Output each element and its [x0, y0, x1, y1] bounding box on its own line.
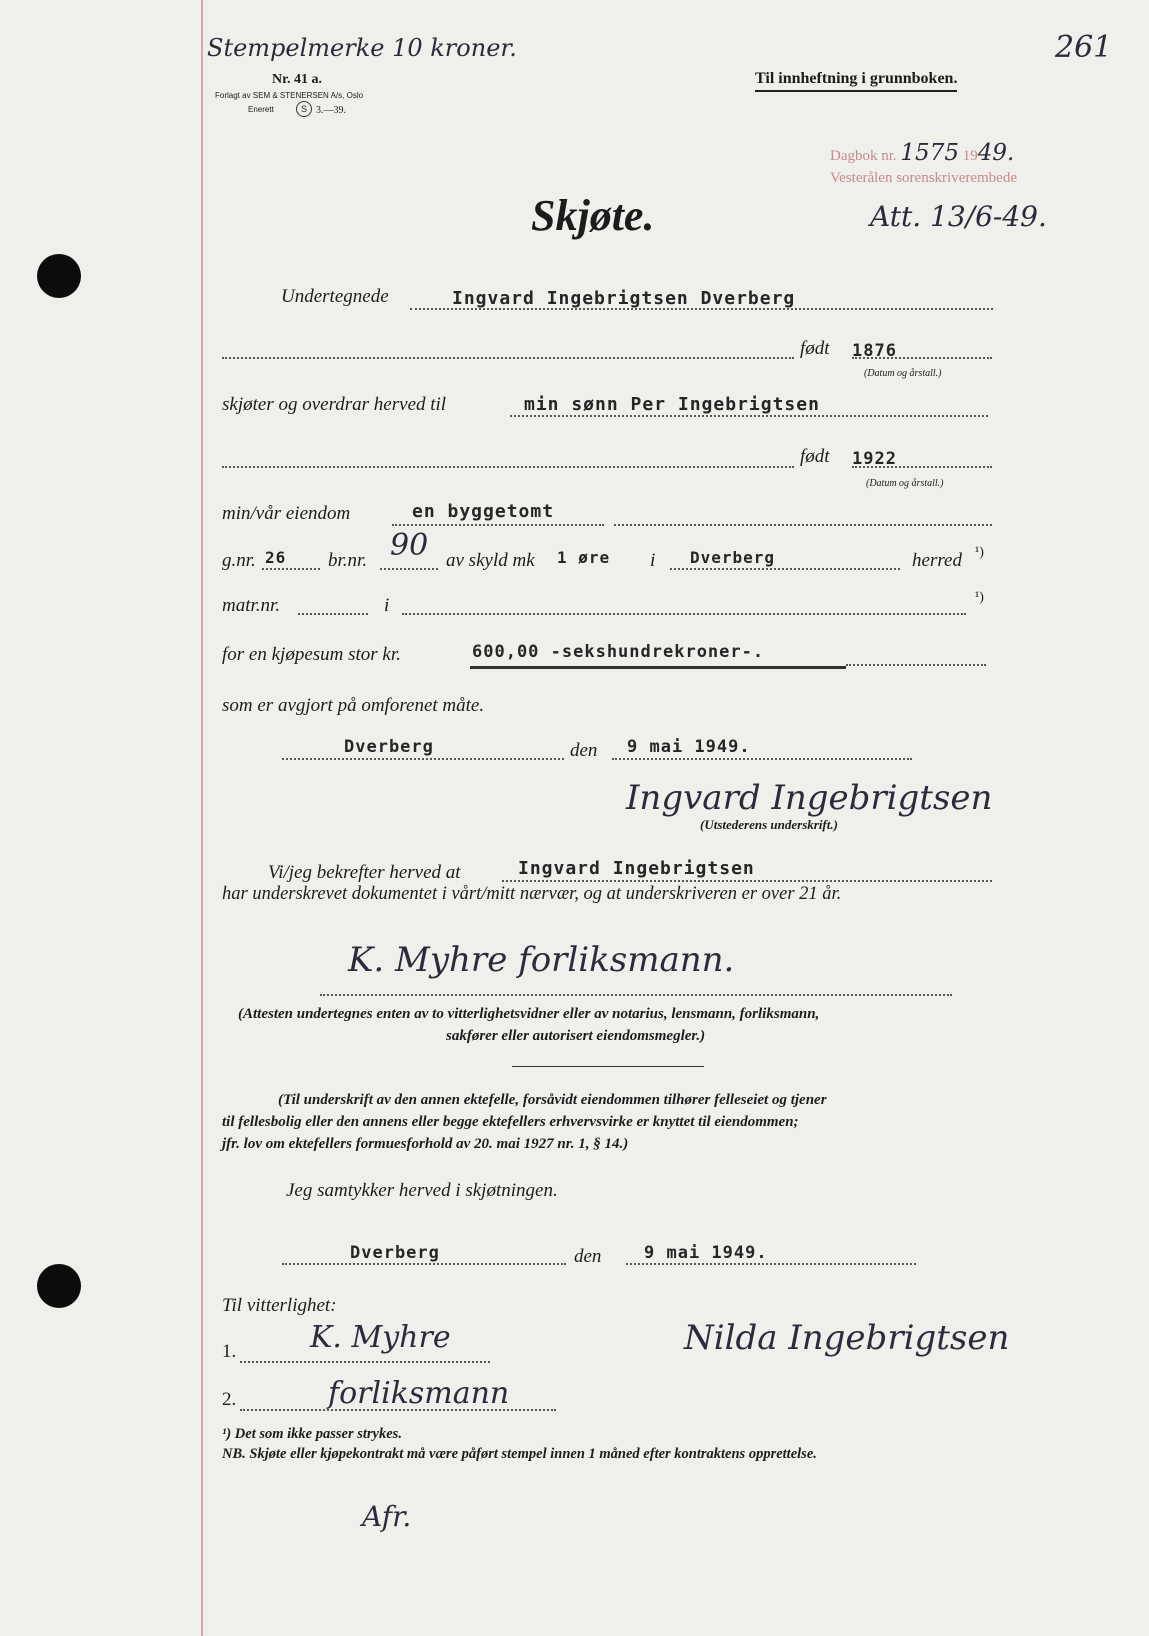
spouse-consent: Jeg samtykker herved i skjøtningen. — [286, 1180, 558, 1201]
grantor-born-hint: (Datum og årstall.) — [864, 368, 942, 379]
price-underline — [470, 666, 846, 669]
spouse-note-2: til fellesbolig eller den annens eller begge ektefellers erhvervsvirke er knyttet til eiendommen; — [222, 1114, 799, 1130]
brnr-line — [380, 568, 438, 570]
signing-date: 9 mai 1949. — [627, 737, 751, 757]
dagbok-year: 49. — [977, 140, 1015, 166]
price-label: for en kjøpesum stor kr. — [222, 644, 401, 665]
stamp-value-note: Stempelmerke 10 kroner. — [207, 34, 517, 62]
price-line — [846, 664, 986, 666]
signing-place: Dverberg — [344, 737, 434, 757]
grantee-birth-year: 1922 — [852, 449, 897, 469]
document-title: Skjøte. — [531, 191, 655, 240]
grantee-label: skjøter og overdrar herved til — [222, 394, 447, 415]
property-line-b — [614, 524, 992, 526]
enerett-label: Enerett — [248, 105, 274, 114]
signing-den-label: den — [570, 740, 598, 761]
grantee-born-hint: (Datum og årstall.) — [866, 478, 944, 489]
spouse-signature: Nilda Ingebrigtsen — [684, 1318, 1010, 1358]
grantor-line-2 — [222, 357, 794, 359]
publisher-logo-icon: S — [296, 101, 312, 117]
signing-date-line — [612, 758, 912, 760]
price-amount: 600,00 -sekshundrekroner-. — [472, 642, 765, 662]
attest-statement: har underskrevet dokumentet i vårt/mitt nærvær, og at underskriveren er over 21 år. — [222, 884, 842, 904]
clerk-initials: Afr. — [362, 1500, 412, 1533]
gnr-value: 26 — [265, 548, 287, 567]
grantor-name: Ingvard Ingebrigtsen Dverberg — [452, 288, 796, 309]
matr-footnote: ¹) — [975, 590, 984, 605]
brnr-label: br.nr. — [328, 550, 368, 571]
attest-name: Ingvard Ingebrigtsen — [518, 858, 755, 879]
page-number: 261 — [1055, 30, 1113, 65]
matr-i-label: i — [384, 595, 390, 616]
edition: 3.—39. — [316, 105, 346, 116]
signing-place-line — [282, 758, 564, 760]
herred-line — [670, 568, 900, 570]
spouse-place-line — [282, 1263, 566, 1265]
form-number: Nr. 41 a. — [272, 72, 323, 87]
matrnr-label: matr.nr. — [222, 595, 281, 616]
attest-witness-signature: K. Myhre forliksmann. — [348, 940, 735, 980]
spouse-signing-date: 9 mai 1949. — [644, 1243, 768, 1263]
dagbok-stamp — [830, 140, 1014, 166]
grantor-line — [410, 308, 993, 310]
footnote: ¹) Det som ikke passer strykes. — [222, 1426, 402, 1442]
settled-note: som er avgjort på omforenet måte. — [222, 695, 485, 716]
registration-note: Att. 13/6-49. — [870, 200, 1047, 233]
dagbok-number: 1575 — [900, 140, 959, 166]
matr-line — [402, 613, 966, 615]
filing-note: Til innheftning i grunnboken. — [755, 70, 957, 92]
attest-prefix: Vi/jeg bekrefter herved at — [268, 862, 461, 883]
section-divider — [512, 1066, 704, 1067]
grantor-signature: Ingvard Ingebrigtsen — [626, 778, 993, 818]
grantor-born-label: født — [800, 338, 830, 359]
witness-1-number: 1. — [222, 1341, 237, 1362]
grantee-born-label: født — [800, 446, 830, 467]
attest-note-1: (Attesten undertegnes enten av to vitterlighetsvidner eller av notarius, lensmann, forliksmann, — [238, 1006, 820, 1022]
binding-hole-top — [37, 254, 81, 298]
grantee-born-line — [852, 466, 992, 468]
dagbok-label: Dagbok nr. — [830, 148, 897, 164]
skyld-i-label: i — [650, 550, 656, 571]
grantee-line-2 — [222, 466, 794, 468]
herred-footnote: ¹) — [975, 545, 984, 560]
court-office: Vesterålen sorenskriverembede — [830, 170, 1018, 186]
spouse-signing-place: Dverberg — [350, 1243, 440, 1263]
witness-2-number: 2. — [222, 1389, 237, 1410]
binding-hole-bottom — [37, 1264, 81, 1308]
property-label: min/vår eiendom — [222, 503, 351, 524]
witness-label: Til vitterlighet: — [222, 1295, 337, 1316]
property-line-a — [392, 524, 604, 526]
attest-line — [502, 880, 992, 882]
witness-2-line — [240, 1409, 556, 1411]
spouse-note-3: jfr. lov om ektefellers formuesforhold av 20. mai 1927 nr. 1, § 14.) — [222, 1136, 629, 1152]
witness-1-line — [240, 1361, 490, 1363]
matrnr-line — [298, 613, 368, 615]
publisher-line: Forlagt av SEM & STENERSEN A/s, Oslo — [215, 91, 364, 100]
attest-note-2: sakfører eller autorisert eiendomsmegler.) — [446, 1028, 706, 1044]
grantor-born-line — [852, 357, 992, 359]
spouse-date-line — [626, 1263, 916, 1265]
dagbok-year-prefix: 19 — [962, 148, 978, 164]
brnr-value: 90 — [390, 528, 429, 563]
attest-witness-line — [320, 994, 952, 996]
herred-name: Dverberg — [690, 548, 776, 567]
spouse-den-label: den — [574, 1246, 602, 1267]
margin-rule — [201, 0, 203, 1636]
skyld-value: 1 øre — [557, 548, 611, 567]
gnr-line — [262, 568, 320, 570]
skyld-label: av skyld mk — [446, 550, 535, 571]
grantor-label: Undertegnede — [281, 286, 389, 307]
witness-1-signature: K. Myhre — [310, 1320, 451, 1355]
signature-caption: (Utstederens underskrift.) — [700, 817, 838, 832]
nb-note: NB. Skjøte eller kjøpekontrakt må være påført stempel innen 1 måned efter kontraktens opprettelse. — [222, 1446, 817, 1462]
herred-label: herred — [912, 550, 962, 571]
spouse-note-1: (Til underskrift av den annen ektefelle, forsåvidt eiendommen tilhører felleseiet og tjener — [278, 1092, 827, 1108]
grantee-line — [510, 415, 988, 417]
witness-2-signature: forliksmann — [328, 1376, 510, 1411]
gnr-label: g.nr. — [222, 550, 256, 571]
grantee-name: min sønn Per Ingebrigtsen — [524, 394, 820, 415]
grantor-birth-year: 1876 — [852, 341, 897, 361]
property-description: en byggetomt — [412, 501, 555, 522]
